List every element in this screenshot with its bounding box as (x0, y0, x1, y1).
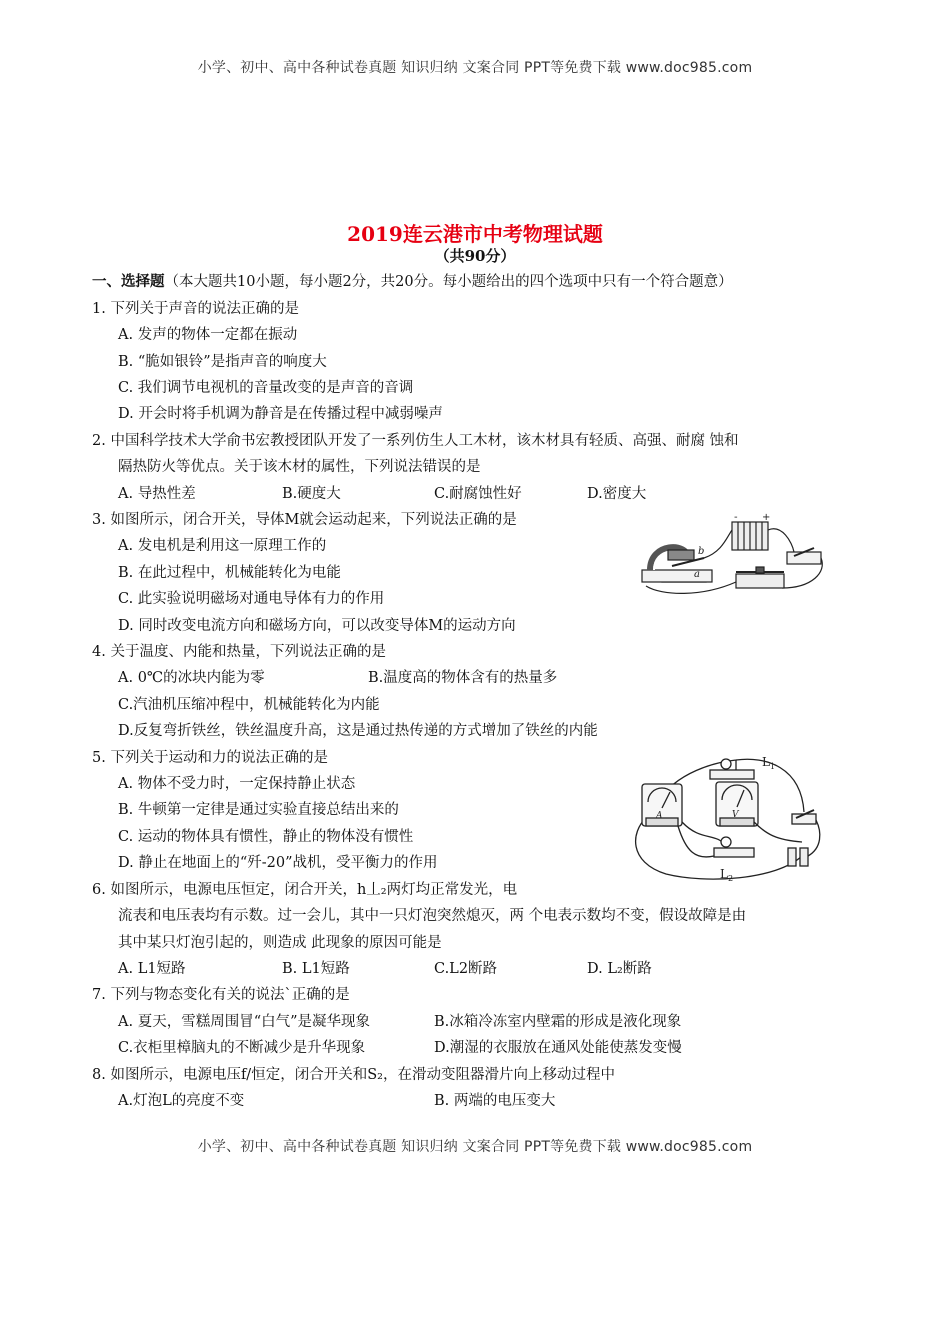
exam-subtitle: （共90分） (434, 247, 516, 265)
question-7-option-b: B.冰箱冷冻室内壁霜的形成是液化现象 (434, 1014, 682, 1030)
section-heading: 一、选择题 (92, 273, 165, 290)
question-4-option-c: C.汽油机压缩冲程中，机械能转化为内能 (118, 697, 380, 713)
question-6-option-a: A. L1短路 (118, 961, 186, 977)
circuit-figure (626, 752, 836, 884)
question-5-option-d: D. 静止在地面上的“歼-20”战机，受平衡力的作用 (118, 855, 438, 871)
voltmeter-label: V (732, 810, 739, 820)
question-5-option-a: A. 物体不受力时，一定保持静止状态 (118, 776, 356, 792)
question-7-option-c: C.衣柜里樟脑丸的不断减少是升华现象 (118, 1040, 366, 1056)
question-3-option-a: A. 发电机是利用这一原理工作的 (118, 538, 327, 554)
question-8-option-a: A.灯泡L的亮度不变 (118, 1093, 245, 1109)
ammeter-label: A (656, 811, 663, 821)
exam-title: 2019连云港市中考物理试题 (347, 222, 603, 246)
question-5-option-b: B. 牛顿第一定律是通过实验直接总结出来的 (118, 802, 399, 818)
question-7-option-a: A. 夏天，雪糕周围冒“白气”是凝华现象 (118, 1014, 371, 1030)
question-1-option-a: A. 发声的物体一定都在振动 (118, 327, 298, 343)
conductor-b-label: b (698, 546, 705, 557)
question-6-stem-line3: 其中某只灯泡引起的，则造成 此现象的原因可能是 (118, 935, 442, 951)
section-note: （本大题共10小题，每小题2分，共20分。每小题给出的四个选项中只有一个符合题意） (164, 274, 733, 290)
question-6-option-d: D. L₂断路 (587, 961, 652, 977)
question-7-stem: 7. 下列与物态变化有关的说法`正确的是 (92, 987, 350, 1003)
question-3-stem: 3. 如图所示，闭合开关，导体M就会运动起来，下列说法正确的是 (92, 512, 517, 528)
question-2-option-b: B.硬度大 (282, 486, 341, 502)
question-3-option-c: C. 此实验说明磁场对通电导体有力的作用 (118, 591, 385, 607)
lamp-l2-label: $L_2$ (720, 867, 734, 883)
question-1-option-d: D. 开会时将手机调为静音是在传播过程中减弱噪声 (118, 406, 443, 422)
question-4-option-a: A. 0℃的冰块内能为零 (118, 670, 265, 686)
battery-minus-label: - (734, 512, 738, 523)
question-1-stem: 1. 下列关于声音的说法正确的是 (92, 301, 299, 317)
question-8-option-b: B. 两端的电压变大 (434, 1093, 556, 1109)
page-footer: 小学、初中、高中各种试卷真题 知识归纳 文案合同 PPT等免费下载 www.doc985.com (197, 1139, 753, 1155)
question-7-option-d: D.潮湿的衣服放在通风处能使蒸发变慢 (434, 1040, 682, 1056)
question-1-option-c: C. 我们调节电视机的音量改变的是声音的音调 (118, 380, 414, 396)
question-2-option-a: A. 导热性差 (118, 486, 196, 502)
question-5-stem: 5. 下列关于运动和力的说法正确的是 (92, 750, 328, 766)
question-6-stem-line1: 6. 如图所示，电源电压恒定，闭合开关，h丄₂两灯均正常发光，电 (92, 882, 518, 898)
question-3-option-d: D. 同时改变电流方向和磁场方向，可以改变导体M的运动方向 (118, 618, 516, 634)
lamp-l1-label: $L_1$ (762, 755, 776, 771)
question-2-stem-line2: 隔热防火等优点。关于该木材的属性，下列说法错误的是 (118, 459, 481, 475)
question-2-option-c: C.耐腐蚀性好 (434, 486, 522, 502)
question-4-stem: 4. 关于温度、内能和热量，下列说法正确的是 (92, 644, 386, 660)
question-4-option-b: B.温度高的物体含有的热量多 (368, 670, 558, 686)
question-3-option-b: B. 在此过程中，机械能转化为电能 (118, 565, 341, 581)
question-2-stem-line1: 2. 中国科学技术大学俞书宏教授团队开发了一系列仿生人工木材，该木材具有轻质、高强、耐腐 蚀和 (92, 433, 739, 449)
battery-plus-label: + (762, 512, 771, 523)
question-1-option-b: B. “脆如银铃”是指声音的响度大 (118, 354, 327, 370)
motor-experiment-figure (632, 512, 830, 597)
conductor-a-label: a (694, 569, 700, 580)
question-6-option-c: C.L2断路 (434, 961, 498, 977)
question-8-stem: 8. 如图所示，电源电压f/恒定，闭合开关和S₂，在滑动变阻器滑片向上移动过程中 (92, 1067, 615, 1083)
page-header: 小学、初中、高中各种试卷真题 知识归纳 文案合同 PPT等免费下载 www.doc985.com (197, 60, 753, 76)
question-5-option-c: C. 运动的物体具有惯性，静止的物体没有惯性 (118, 829, 414, 845)
question-6-option-b: B. L1短路 (282, 961, 350, 977)
section-heading-line (92, 272, 733, 292)
question-2-option-d: D.密度大 (587, 486, 647, 502)
question-6-stem-line2: 流表和电压表均有示数。过一会儿，其中一只灯泡突然熄灭，两 个电表示数均不变，假设故障是由 (118, 908, 747, 924)
question-4-option-d: D.反复弯折铁丝，铁丝温度升高，这是通过热传递的方式增加了铁丝的内能 (118, 723, 598, 739)
